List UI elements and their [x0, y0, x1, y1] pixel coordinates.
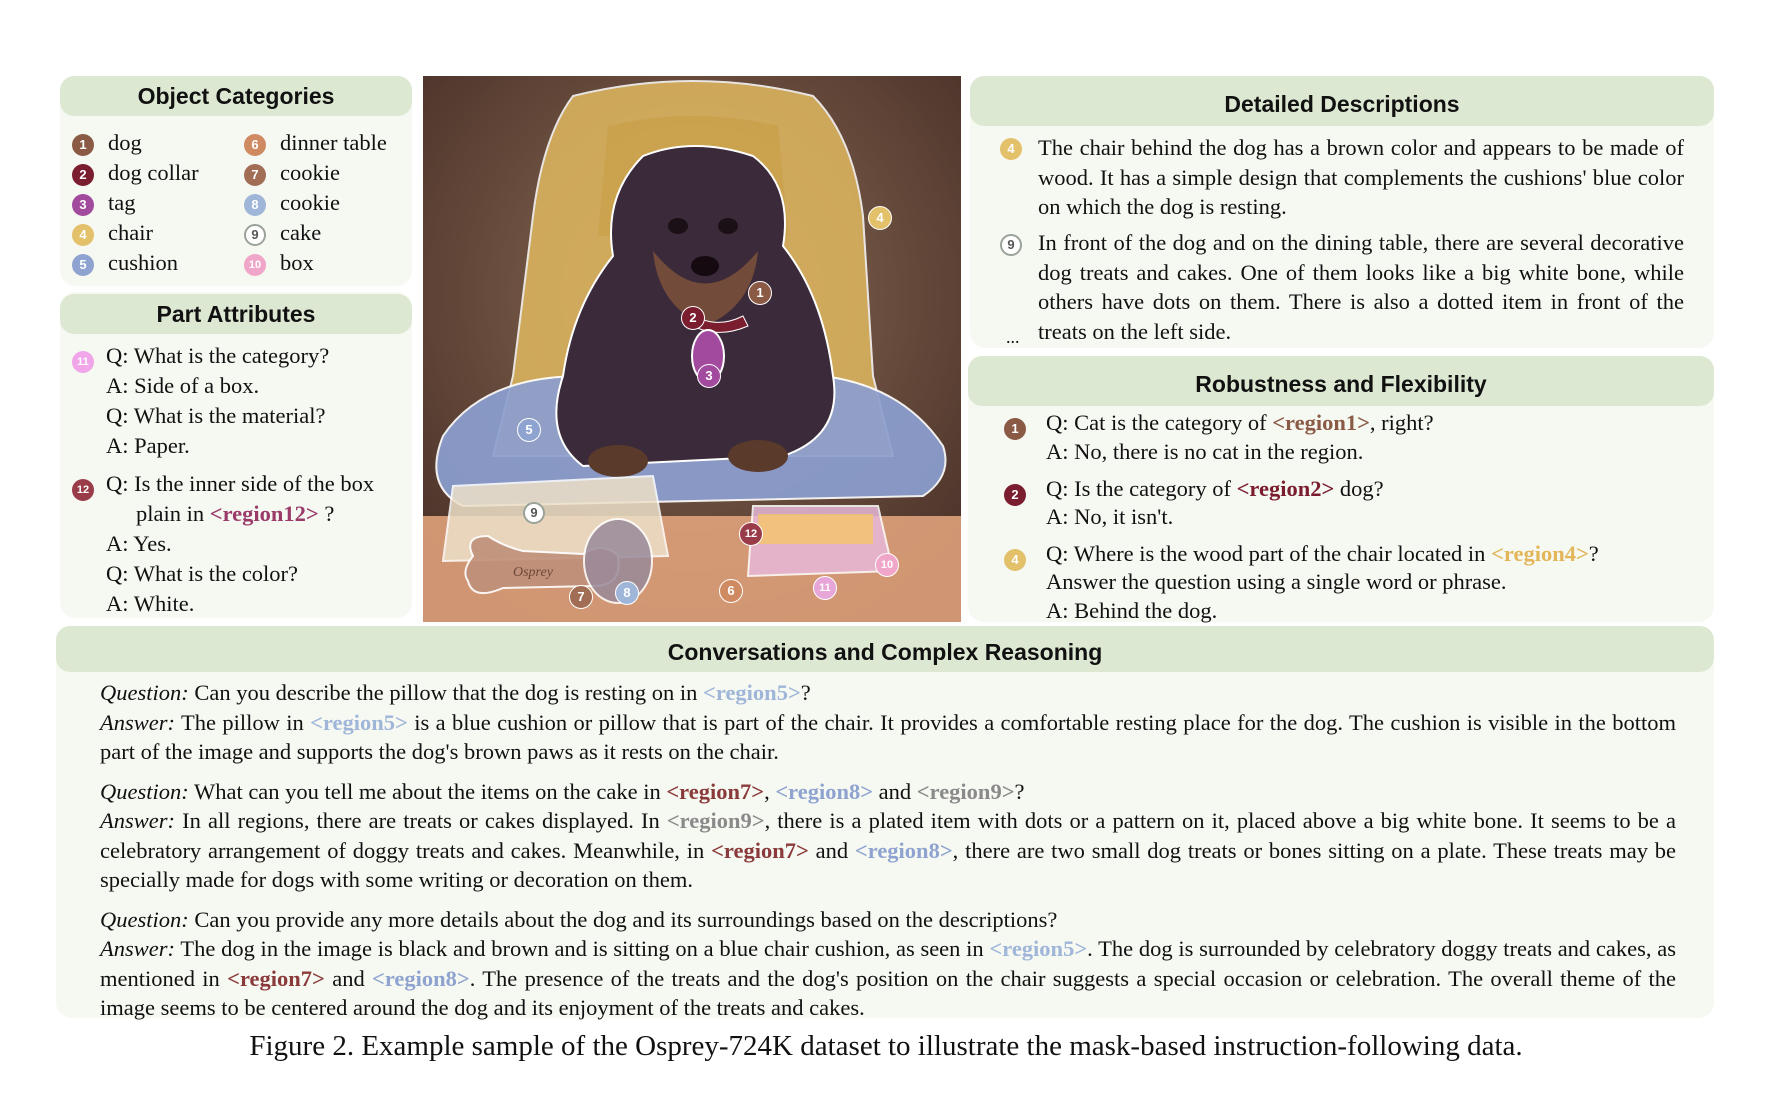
category-label: box [280, 250, 314, 275]
list-item [72, 130, 142, 156]
badge-9-icon: 9 [244, 224, 266, 246]
list-item [244, 190, 340, 216]
question-label: Question: [100, 906, 189, 932]
img-badge-6-icon: 6 [719, 579, 743, 603]
img-badge-1-icon: 1 [748, 281, 772, 305]
conj-and: and [878, 778, 912, 804]
attr-q3-pre: plain in [136, 501, 205, 526]
img-badge-2-icon: 2 [681, 306, 705, 330]
img-badge-4-icon: 4 [868, 206, 892, 230]
rob-q1-pre: Q: Cat is the category of [1046, 410, 1267, 435]
rob-q2 [1046, 474, 1384, 504]
attr-q3: Q: Is the inner side of the box [106, 471, 375, 496]
badge-1-icon: 1 [72, 134, 94, 156]
conv2-question: What can you tell me about the items on the cake in [193, 778, 661, 804]
attr-q3-line2 [136, 499, 334, 529]
region9-tag: <region9> [666, 808, 765, 833]
answer-label: Answer: [100, 709, 175, 735]
description-treats: In front of the dog and on the dining table, there are several decorative dog treats and cakes. One of them looks like a big white bone, while others have dots on them. There is also a dotted item in front of the treats on the left side. [1038, 230, 1684, 344]
answer-label: Answer: [100, 808, 175, 833]
conv3-answer-c: . The presence of the treats and the dog's position on the chair suggests a special occasion or celebration. The overall theme of the image seems to be centered around the dog and its enjoyment of the treats and cakes. [100, 965, 1677, 1020]
list-item [244, 160, 340, 186]
rob-badge-1-icon: 1 [1004, 418, 1026, 440]
region12-tag: <region12> [209, 501, 319, 526]
conj-and: and [332, 965, 365, 991]
attr-a4: A: White. [106, 591, 195, 616]
img-badge-10-icon: 10 [875, 553, 899, 577]
attr-a1: A: Side of a box. [106, 373, 260, 398]
region7-tag: <region7> [227, 965, 325, 991]
img-badge-3-icon: 3 [697, 364, 721, 388]
attr-q4: Q: What is the color? [106, 561, 299, 586]
img-badge-5-icon: 5 [517, 418, 541, 442]
badge-2-icon: 2 [72, 164, 94, 186]
list-item [72, 220, 153, 246]
list-item [72, 160, 199, 186]
category-label: dinner table [280, 130, 387, 155]
rob-a2: A: No, it isn't. [1046, 504, 1174, 529]
region2-tag: <region2> [1236, 476, 1335, 501]
badge-3-icon: 3 [72, 194, 94, 216]
rob-a3: A: Behind the dog. [1046, 598, 1218, 623]
rob-q1 [1046, 408, 1434, 438]
conv-block-1 [100, 678, 1676, 767]
conv1-answer-a: The pillow in [180, 709, 304, 735]
conversations-content [100, 678, 1676, 1033]
img-badge-12-icon: 12 [739, 522, 763, 546]
rob-q3-pre: Q: Where is the wood part of the chair located in [1046, 541, 1486, 566]
badge-5-icon: 5 [72, 254, 94, 276]
img-badge-8-icon: 8 [615, 581, 639, 605]
attr-q1: Q: What is the category? [106, 343, 330, 368]
badge-12-icon: 12 [72, 479, 94, 501]
conv1-question-end: ? [800, 680, 811, 705]
conv2-answer-b: , there is a plated item with dots or a pattern on it, placed above a big white bone. It seems to be a celebratory arrangement of doggy treats and cakes. Meanwhile, in [100, 808, 1677, 863]
conversations-header: Conversations and Complex Reasoning [56, 626, 1714, 672]
category-label: chair [108, 220, 153, 245]
region7-tag: <region7> [711, 837, 809, 863]
list-item [244, 250, 314, 276]
conv2-answer-a: In all regions, there are treats or cakes displayed. In [182, 808, 660, 833]
bone-writing: Osprey [513, 565, 553, 580]
img-badge-11-icon: 11 [813, 576, 837, 600]
conv-block-3 [100, 905, 1676, 1023]
category-label: cake [280, 220, 322, 245]
region8-tag: <region8> [775, 778, 874, 804]
category-label: cookie [280, 190, 340, 215]
region8-tag: <region8> [854, 837, 953, 863]
region5-tag: <region5> [989, 936, 1088, 961]
detailed-descriptions-header: Detailed Descriptions [970, 76, 1714, 126]
region9-tag: <region9> [916, 778, 1015, 804]
category-label: cookie [280, 160, 340, 185]
object-categories-header: Object Categories [60, 76, 412, 116]
conv1-answer-b: is a blue cushion or pillow that is part of the chair. It provides a comfortable resting place for the dog. The cushion is visible in the bottom part of the image and supports the dog's brown paws as it rests on the chair. [100, 709, 1677, 764]
rob-badge-2-icon: 2 [1004, 484, 1026, 506]
region5-tag: <region5> [703, 680, 801, 705]
answer-label: Answer: [100, 936, 175, 961]
rob-badge-4-icon: 4 [1004, 549, 1026, 571]
conv3-answer-b: . The dog is surrounded by celebratory doggy treats and cakes, as mentioned in [100, 936, 1676, 991]
category-label: dog [108, 130, 142, 155]
rob-q3-post: ? [1588, 541, 1599, 566]
robustness-header: Robustness and Flexibility [968, 356, 1714, 406]
desc-badge-9-icon: 9 [1000, 234, 1022, 256]
rob-q1-post: , right? [1369, 410, 1434, 435]
rob-q2-post: dog? [1339, 476, 1384, 501]
list-item [72, 190, 136, 216]
rob-q3 [1046, 539, 1599, 569]
conv2-question-end: ? [1014, 778, 1025, 804]
img-badge-7-icon: 7 [569, 585, 593, 609]
list-item [244, 130, 387, 156]
region5-tag: <region5> [310, 709, 408, 735]
figure-caption: Figure 2. Example sample of the Osprey-724K dataset to illustrate the mask-based instruction-following data. [249, 1030, 1523, 1062]
conv3-answer-a: The dog in the image is black and brown and is sitting on a blue chair cushion, as seen in [180, 936, 984, 961]
region7-tag: <region7> [666, 778, 765, 804]
badge-10-icon: 10 [244, 254, 266, 276]
list-item [244, 220, 321, 246]
badge-8-icon: 8 [244, 194, 266, 216]
rob-q3-line2: Answer the question using a single word or phrase. [1046, 569, 1507, 594]
img-badge-9-icon: 9 [523, 502, 545, 524]
attr-q2: Q: What is the material? [106, 403, 326, 428]
conv3-question: Can you provide any more details about the dog and its surroundings based on the descriptions? [194, 906, 1058, 932]
part-attributes-header: Part Attributes [60, 294, 412, 334]
list-item [72, 250, 178, 276]
attr-a2: A: Paper. [106, 433, 190, 458]
attr-q3-post: ? [324, 501, 335, 526]
badge-7-icon: 7 [244, 164, 266, 186]
question-label: Question: [100, 778, 189, 804]
badge-11-icon: 11 [72, 351, 94, 373]
badge-6-icon: 6 [244, 134, 266, 156]
desc-badge-4-icon: 4 [1000, 138, 1022, 160]
region8-tag: <region8> [372, 965, 470, 991]
comma: , [764, 778, 770, 804]
badge-4-icon: 4 [72, 224, 94, 246]
rob-q2-pre: Q: Is the category of [1046, 476, 1231, 501]
category-label: cushion [108, 250, 178, 275]
image-illustration [423, 76, 961, 622]
conj-and: and [815, 837, 849, 863]
segmented-dog-image [423, 76, 961, 622]
category-label: tag [108, 190, 136, 215]
description-ellipsis: ... [1006, 327, 1020, 347]
rob-a1: A: No, there is no cat in the region. [1046, 439, 1364, 464]
region1-tag: <region1> [1272, 410, 1370, 435]
region4-tag: <region4> [1491, 541, 1589, 566]
conv2-answer-c: , there are two small dog treats or bones sitting on a plate. These treats may be specially made for dogs with some writing or decoration on them. [100, 837, 1676, 892]
attr-a3: A: Yes. [106, 531, 172, 556]
description-chair: The chair behind the dog has a brown color and appears to be made of wood. It has a simple design that complements the cushions' blue color on which the dog is resting. [1038, 135, 1684, 219]
conv-block-2 [100, 777, 1676, 895]
conv1-question: Can you describe the pillow that the dog is resting on in [194, 680, 698, 705]
category-label: dog collar [108, 160, 199, 185]
question-label: Question: [100, 680, 189, 705]
